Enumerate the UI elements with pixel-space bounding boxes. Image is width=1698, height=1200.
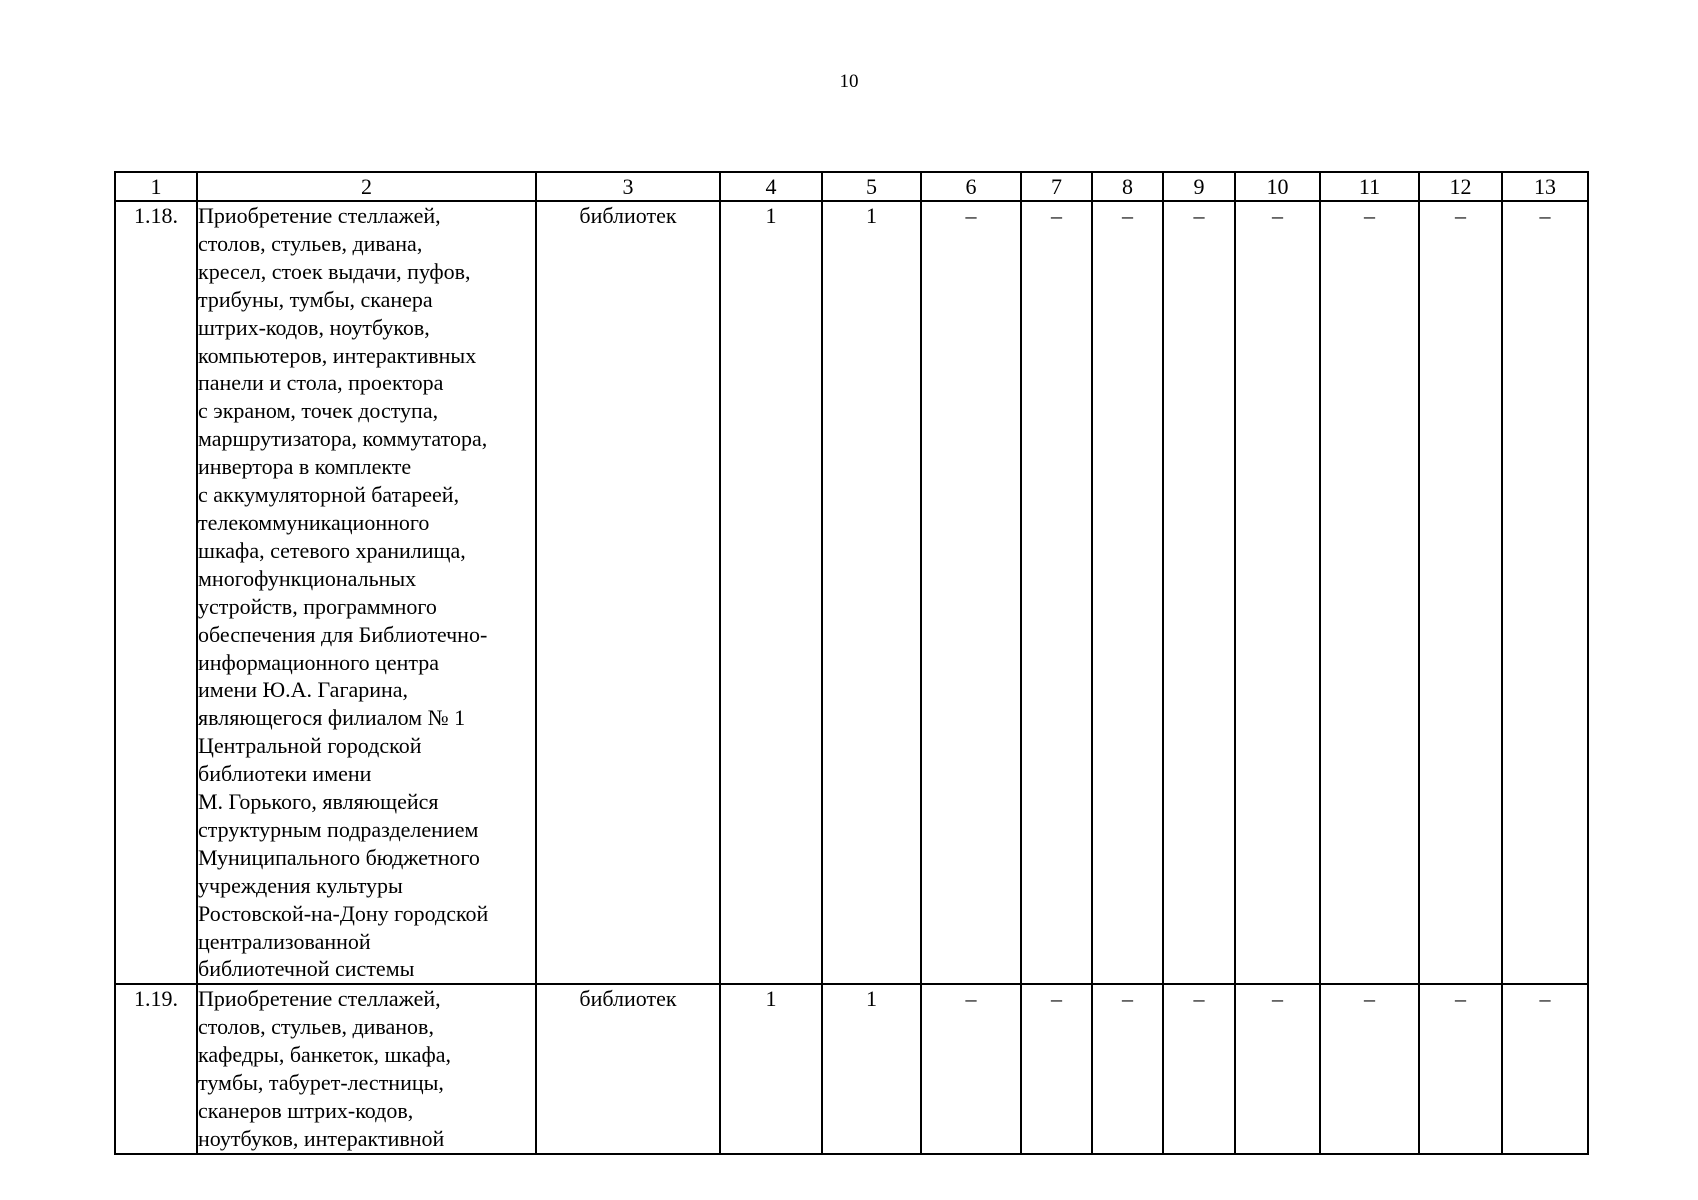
description-line: централизованной: [198, 928, 371, 954]
description-line: штрих-кодов, ноутбуков,: [198, 314, 430, 340]
description-line: многофункциональных: [198, 565, 417, 591]
column-header: 2: [197, 172, 536, 201]
description-line: Ростовской-на-Дону городской: [198, 900, 489, 926]
column-number-row: [115, 172, 1588, 201]
description-line: панели и стола, проектора: [198, 370, 444, 396]
cell-value: –: [1320, 201, 1419, 984]
description-line: маршрутизатора, коммутатора,: [198, 426, 488, 452]
cell-value: –: [921, 984, 1021, 1153]
description-line: столов, стульев, диванов,: [198, 1014, 434, 1040]
table-row: [115, 201, 1588, 984]
column-header: 9: [1163, 172, 1235, 201]
description-line: Центральной городской: [198, 733, 422, 759]
column-header: 10: [1235, 172, 1320, 201]
cell-value: –: [1021, 201, 1092, 984]
data-table: [114, 171, 1589, 1155]
column-header: 13: [1502, 172, 1588, 201]
cell-value: –: [1163, 201, 1235, 984]
description-line: Муниципального бюджетного: [198, 844, 480, 870]
description-line: тумбы, табурет-лестницы,: [198, 1070, 444, 1096]
cell-value: –: [1092, 201, 1163, 984]
cell-value: –: [1021, 984, 1092, 1153]
description-line: с экраном, точек доступа,: [198, 398, 439, 424]
description-line: учреждения культуры: [198, 872, 403, 898]
description-line: библиотечной системы: [198, 956, 415, 982]
description-line: шкафа, сетевого хранилища,: [198, 537, 466, 563]
cell-value: 1: [720, 201, 822, 984]
description-line: являющегося филиалом № 1: [198, 705, 466, 731]
column-header: 3: [536, 172, 720, 201]
description-line: устройств, программного: [198, 593, 437, 619]
description-line: структурным подразделением: [198, 816, 479, 842]
description-line: библиотеки имени: [198, 761, 372, 787]
description-line: обеспечения для Библиотечно-: [198, 621, 488, 647]
description-line: информационного центра: [198, 649, 440, 675]
cell-value: –: [1502, 201, 1588, 984]
description-line: трибуны, тумбы, сканера: [198, 286, 433, 312]
cell-value: –: [1235, 984, 1320, 1153]
cell-value: –: [1419, 984, 1502, 1153]
column-header: 7: [1021, 172, 1092, 201]
cell-value: –: [1235, 201, 1320, 984]
description-line: столов, стульев, дивана,: [198, 230, 423, 256]
description-line: телекоммуникационного: [198, 509, 430, 535]
description-line: инвертора в комплекте: [198, 454, 412, 480]
description-line: Приобретение стеллажей,: [198, 203, 441, 228]
row-unit: библиотек: [536, 984, 720, 1153]
cell-value: –: [921, 201, 1021, 984]
column-header: 8: [1092, 172, 1163, 201]
cell-value: –: [1419, 201, 1502, 984]
cell-value: –: [1092, 984, 1163, 1153]
row-number: 1.19.: [115, 984, 197, 1153]
page-number: 10: [839, 71, 859, 92]
cell-value: 1: [822, 201, 921, 984]
description-line: с аккумуляторной батареей,: [198, 482, 460, 508]
row-number: 1.18.: [115, 201, 197, 984]
description-line: ноутбуков, интерактивной: [198, 1125, 445, 1151]
description-line: компьютеров, интерактивных: [198, 342, 477, 368]
row-unit: библиотек: [536, 201, 720, 984]
description-line: кресел, стоек выдачи, пуфов,: [198, 258, 471, 284]
description-line: сканеров штрих-кодов,: [198, 1098, 414, 1123]
cell-value: –: [1163, 984, 1235, 1153]
table-row: [115, 984, 1588, 1153]
cell-value: –: [1502, 984, 1588, 1153]
column-header: 11: [1320, 172, 1419, 201]
column-header: 1: [115, 172, 197, 201]
column-header: 4: [720, 172, 822, 201]
column-header: 6: [921, 172, 1021, 201]
row-description: [197, 984, 536, 1153]
column-header: 12: [1419, 172, 1502, 201]
description-line: Приобретение стеллажей,: [198, 986, 441, 1012]
row-description: [197, 201, 536, 984]
description-line: М. Горького, являющейся: [198, 789, 439, 815]
description-line: кафедры, банкеток, шкафа,: [198, 1042, 452, 1068]
cell-value: –: [1320, 984, 1419, 1153]
cell-value: 1: [720, 984, 822, 1153]
cell-value: 1: [822, 984, 921, 1153]
column-header: 5: [822, 172, 921, 201]
description-line: имени Ю.А. Гагарина,: [198, 677, 409, 703]
